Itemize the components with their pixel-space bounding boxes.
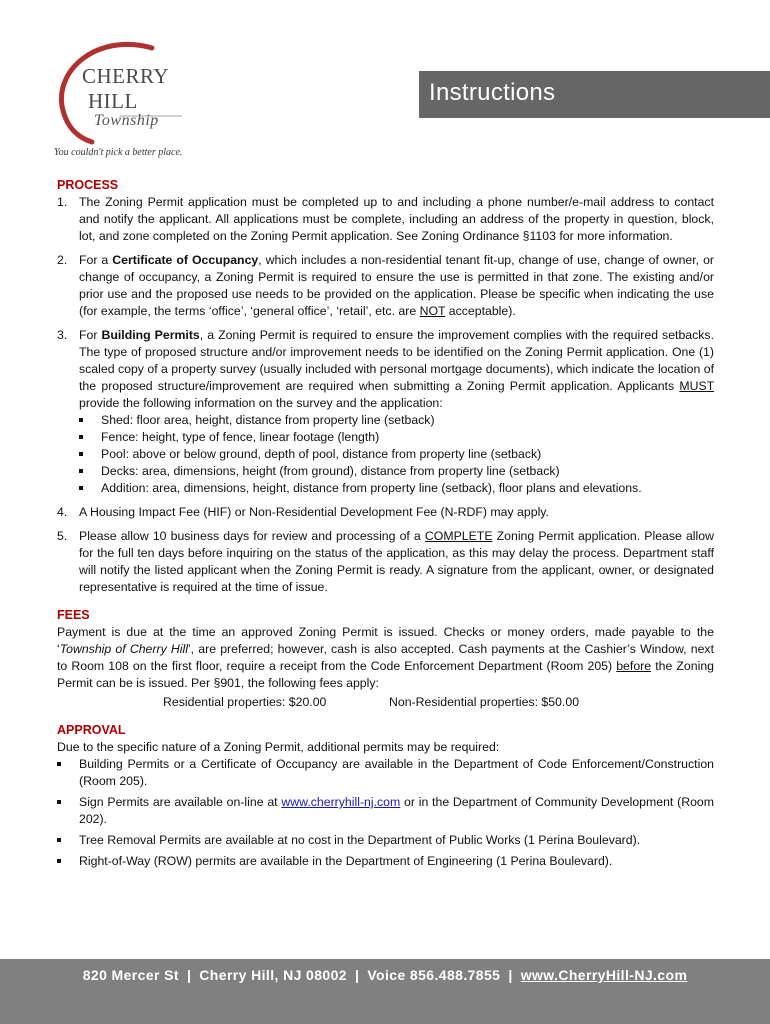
- process-item-2: [57, 252, 714, 320]
- item-number: 1.: [57, 195, 68, 209]
- item-underlined-text: COMPLETE: [424, 529, 493, 543]
- survey-requirements-list: [79, 412, 714, 497]
- document-body: [57, 177, 714, 874]
- logo-township-text: Township: [94, 112, 159, 129]
- list-item: Fence: height, type of fence, linear footage (length): [79, 429, 714, 446]
- item-text: , which includes a non-residential tenant fit-up, change of use, change of owner, or change of occupancy, a Zoning Permit is required to ensure the use is permitted in that zone. The existing and/or prior use and the proposed use needs to be provided on the application. Please be specific when indicating the use (for example, the terms ‘office’, ‘general office’, ‘retail’, etc. are: [79, 253, 714, 318]
- list-item: [57, 794, 714, 828]
- footer-contact-line: [0, 967, 770, 983]
- item-bold-text: Building Permits: [101, 328, 200, 342]
- list-item: Decks: area, dimensions, height (from ground), distance from property line (setback): [79, 463, 714, 480]
- footer-city: Cherry Hill, NJ 08002: [199, 967, 347, 983]
- item-text: provide the following information on the survey and the application:: [79, 396, 443, 410]
- item-underlined-text: MUST: [679, 379, 714, 393]
- list-item: Right-of-Way (ROW) permits are available in the Department of Engineering (1 Perina Boulevard).: [57, 853, 714, 870]
- footer-phone: Voice 856.488.7855: [367, 967, 501, 983]
- list-item: Pool: above or below ground, depth of pool, distance from property line (setback): [79, 446, 714, 463]
- process-item-5: [57, 528, 714, 596]
- township-logo: [54, 38, 204, 163]
- item-text: For: [79, 328, 102, 342]
- process-item-4: [57, 504, 714, 521]
- list-item: Tree Removal Permits are available at no cost in the Department of Public Works (1 Perina Boulevard).: [57, 832, 714, 849]
- approval-heading: APPROVAL: [57, 723, 126, 737]
- residential-fee: Residential properties: $20.00: [163, 695, 327, 709]
- item-text: Please allow 10 business days for review and processing of a: [79, 529, 425, 543]
- item-underlined-text: NOT: [419, 304, 446, 318]
- item-text: Zoning Permit application. Please allow for the full ten days before inquiring on the status of the application, as this may delay the process. Department staff will notify the listed applicant when the Zoning Permit is ready. A signature from the applicant, owner, or designated representative is required at the time of issue.: [79, 529, 714, 594]
- payee-name: Township of Cherry Hill: [59, 642, 188, 656]
- approval-list: [57, 756, 714, 870]
- process-item-3: [57, 327, 714, 497]
- fees-paragraph: [57, 624, 714, 692]
- fees-heading: FEES: [57, 608, 90, 622]
- approval-intro: Due to the specific nature of a Zoning Permit, additional permits may be required:: [57, 740, 500, 754]
- list-item: Building Permits or a Certificate of Occupancy are available in the Department of Code Enforcement/Construction (Room 205).: [57, 756, 714, 790]
- logo-hill-text: HILL: [88, 89, 138, 113]
- list-item-text: Sign Permits are available on-line at: [79, 795, 282, 809]
- list-item: Addition: area, dimensions, height, distance from property line (setback), floor plans and elevations.: [79, 480, 714, 497]
- footer-website-link[interactable]: www.CherryHill-NJ.com: [520, 967, 688, 983]
- item-text: , a Zoning Permit is required to ensure the improvement complies with the required setbacks. The type of proposed structure and/or improvement needs to be identified on the Zoning Permit application. One (1) scaled copy of a property survey (usually included with personal mortgage documents), which indicate the location of the proposed structure/improvement are required when submitting a Zoning Permit application. Applicants: [79, 328, 714, 393]
- item-number: 5.: [57, 529, 68, 543]
- fees-text: the Zoning Permit can be is issued. Per §901, the following fees apply:: [57, 659, 715, 690]
- item-number: 3.: [57, 328, 68, 342]
- item-text: The Zoning Permit application must be completed up to and including a phone number/e-mail address to contact and notify the applicant. All applications must be complete, including an address of the property in question, block, lot, and zone completed on the Zoning Permit application. See Zoning Ordinance §1103 for more information.: [79, 195, 714, 243]
- process-heading: PROCESS: [57, 178, 119, 192]
- logo-cherry-text: CHERRY: [82, 64, 170, 88]
- list-item-text: or in the Department of Community Development (Room 202).: [79, 795, 714, 826]
- footer-separator: |: [355, 967, 360, 983]
- fee-schedule: [57, 694, 714, 711]
- item-number: 2.: [57, 253, 68, 267]
- title-banner: [419, 71, 770, 118]
- process-list: [57, 194, 714, 596]
- page-title: Instructions: [429, 79, 556, 106]
- logo-tagline: You couldn't pick a better place.: [54, 147, 183, 158]
- nonresidential-fee: Non-Residential properties: $50.00: [389, 695, 580, 709]
- item-text: A Housing Impact Fee (HIF) or Non-Residential Development Fee (N-RDF) may apply.: [79, 505, 549, 519]
- process-item-1: [57, 194, 714, 245]
- fees-text: Payment is due at the time an approved Zoning Permit is issued. Checks or money orders, made payable to the ‘: [57, 625, 714, 656]
- item-number: 4.: [57, 505, 68, 519]
- list-item: Shed: floor area, height, distance from property line (setback): [79, 412, 714, 429]
- footer-separator: |: [508, 967, 513, 983]
- item-text: acceptable).: [445, 304, 516, 318]
- footer-bar: [0, 959, 770, 1024]
- item-text: For a: [79, 253, 113, 267]
- fees-underlined-text: before: [616, 659, 652, 673]
- footer-separator: |: [186, 967, 192, 983]
- item-bold-text: Certificate of Occupancy: [112, 253, 259, 267]
- fees-text: ’, are preferred; however, cash is also accepted. Cash payments at the Cashier’s Window, next to Room 108 on the first floor, require a receipt from the Code Enforcement Department (Room 205): [57, 642, 714, 673]
- footer-address: 820 Mercer St: [82, 967, 179, 983]
- website-link[interactable]: www.cherryhill-nj.com: [281, 795, 401, 809]
